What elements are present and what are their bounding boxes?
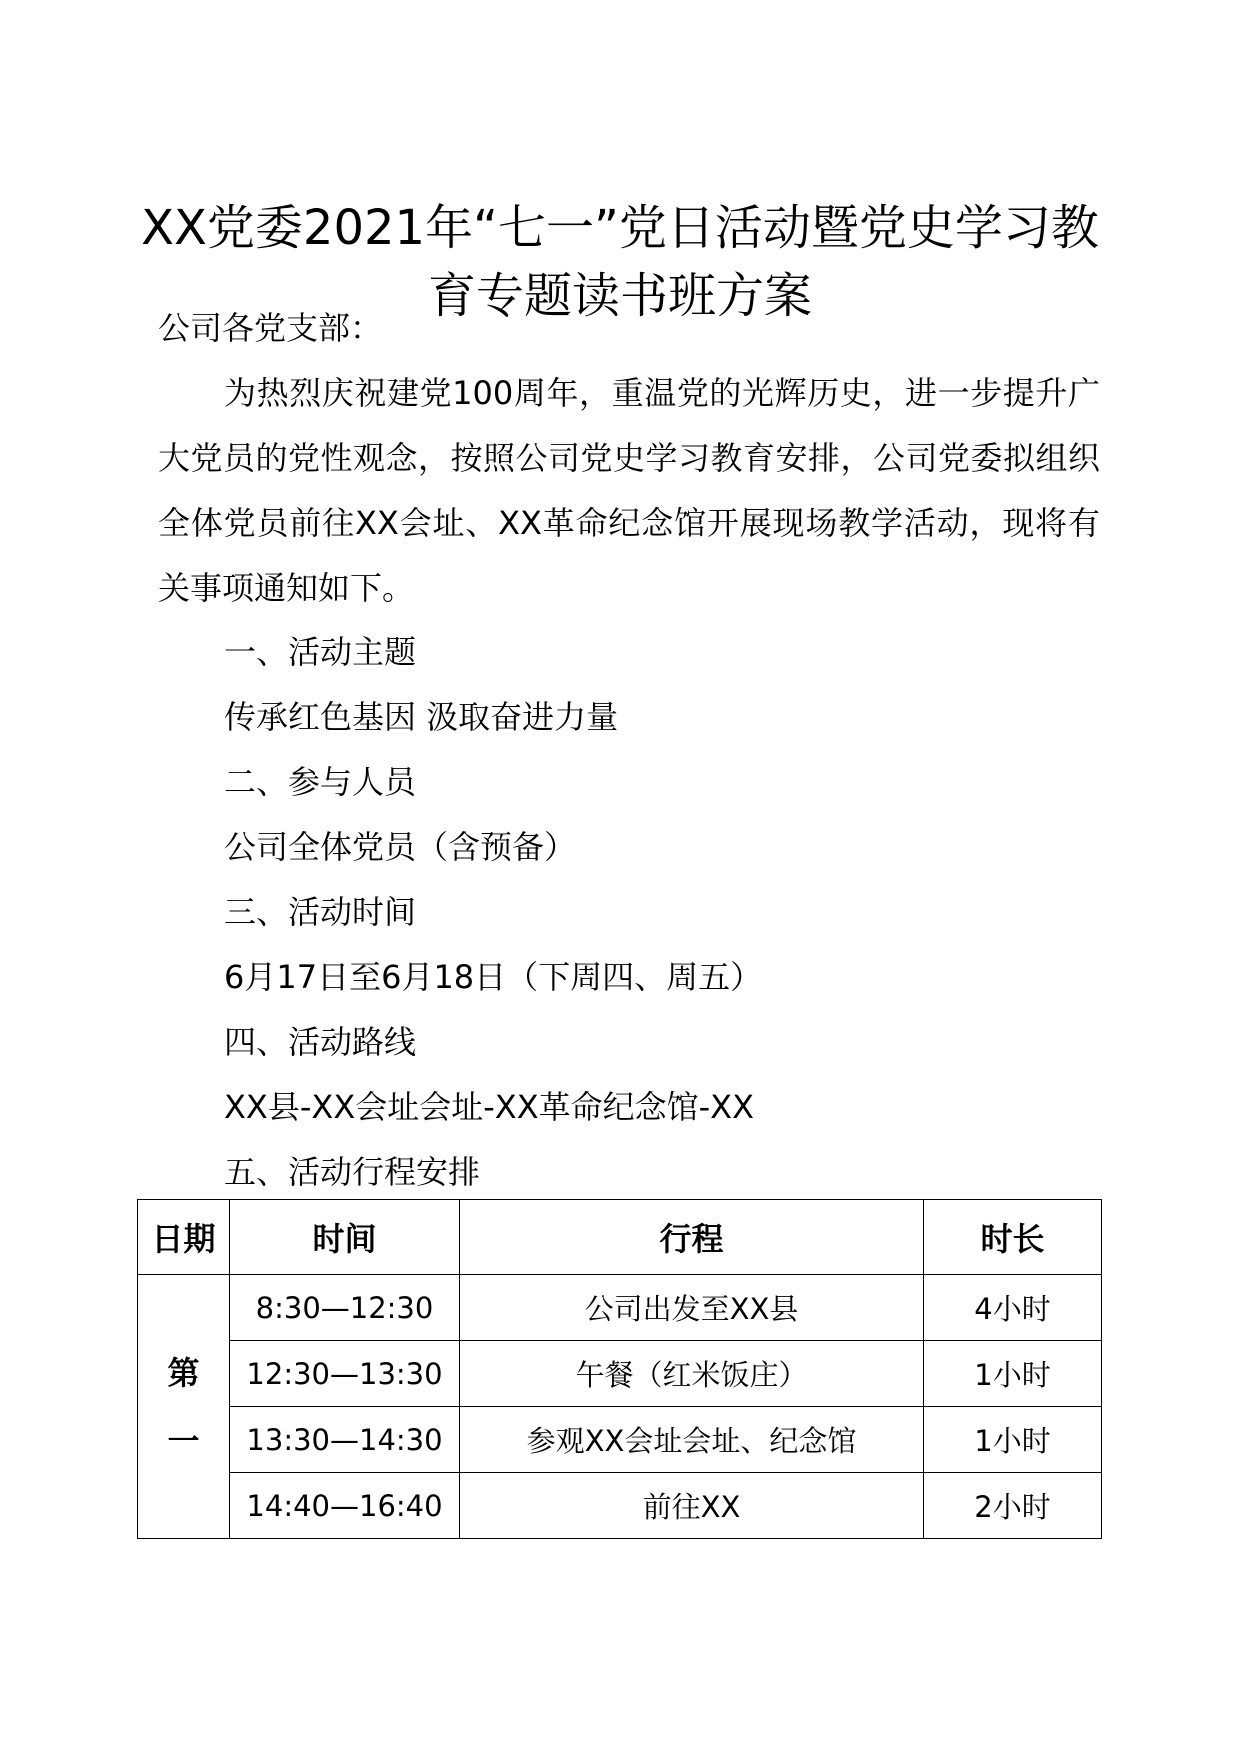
section-heading-theme: 一、活动主题 [224, 633, 417, 671]
itinerary-cell: 午餐（红米饭庄） [460, 1341, 924, 1407]
salutation: 公司各党支部： [158, 309, 383, 347]
duration-cell: 4小时 [924, 1275, 1102, 1341]
header-itinerary: 行程 [460, 1200, 924, 1275]
header-date: 日期 [138, 1200, 230, 1275]
table-row [138, 1341, 1102, 1407]
section-heading-schedule: 五、活动行程安排 [224, 1153, 481, 1191]
time-cell: 13:30—14:30 [230, 1407, 460, 1473]
schedule-table [137, 1199, 1102, 1539]
day-label-line1: 第 [167, 1353, 200, 1392]
header-duration: 时长 [924, 1200, 1102, 1275]
itinerary-cell: 参观XX会址会址、纪念馆 [460, 1407, 924, 1473]
document-title: XX党委2021年“七一”党日活动暨党史学习教育专题读书班方案 [141, 200, 1099, 325]
section-content-route: XX县-XX会址会址-XX革命纪念馆-XX [224, 1088, 755, 1126]
table-row [138, 1275, 1102, 1341]
duration-cell: 2小时 [924, 1473, 1102, 1539]
duration-cell: 1小时 [924, 1407, 1102, 1473]
section-content-participants: 公司全体党员（含预备） [224, 828, 577, 866]
itinerary-cell: 公司出发至XX县 [460, 1275, 924, 1341]
time-cell: 8:30—12:30 [230, 1275, 460, 1341]
duration-cell: 1小时 [924, 1341, 1102, 1407]
section-heading-time: 三、活动时间 [224, 893, 417, 931]
itinerary-cell: 前往XX [460, 1473, 924, 1539]
day-cell [138, 1275, 230, 1539]
time-cell: 12:30—13:30 [230, 1341, 460, 1407]
time-cell: 14:40—16:40 [230, 1473, 460, 1539]
section-content-time: 6月17日至6月18日（下周四、周五） [224, 958, 763, 996]
section-content-theme: 传承红色基因 汲取奋进力量 [224, 698, 619, 736]
table-row [138, 1407, 1102, 1473]
header-time: 时间 [230, 1200, 460, 1275]
table-row [138, 1473, 1102, 1539]
day-label-line2: 一 [167, 1421, 200, 1460]
section-heading-route: 四、活动路线 [224, 1023, 417, 1061]
section-heading-participants: 二、参与人员 [224, 763, 417, 801]
table-header-row [138, 1200, 1102, 1275]
intro-paragraph: 为热烈庆祝建党100周年，重温党的光辉历史，进一步提升广大党员的党性观念，按照公司党史学习教育安排，公司党委拟组织全体党员前往XX会址、XX革命纪念馆开展现场教学活动，现将有关事项通知如下。 [158, 374, 1100, 607]
